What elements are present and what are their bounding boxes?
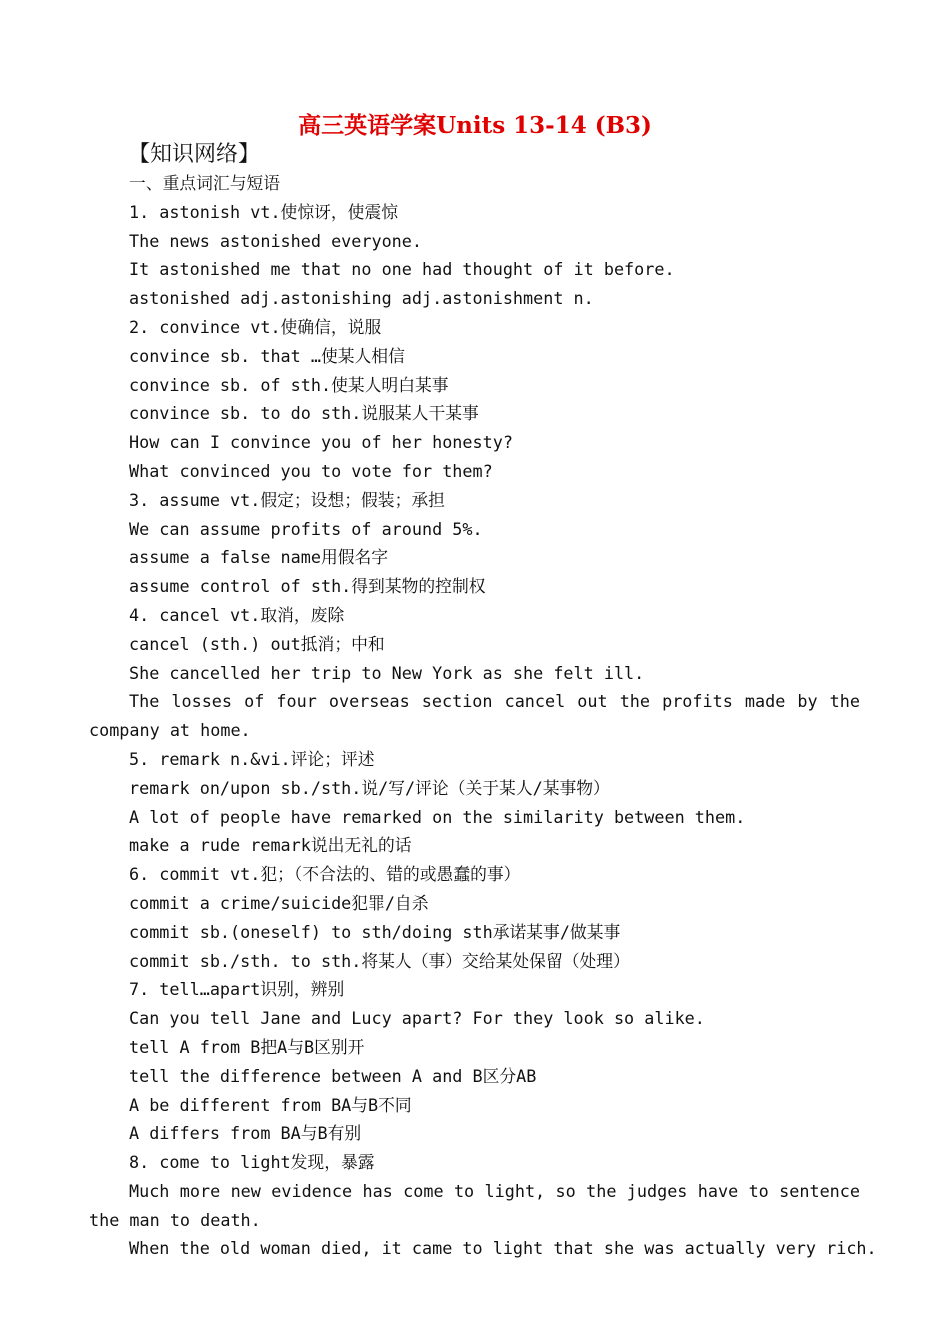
text-line: The losses of four overseas section cancel out the profits made by the bbox=[129, 691, 860, 712]
text-line: A lot of people have remarked on the similarity between them. bbox=[129, 806, 746, 827]
text-line: Much more new evidence has come to light, so the judges have to sentence bbox=[129, 1180, 860, 1201]
text-line: assume control of sth.得到某物的控制权 bbox=[129, 576, 486, 597]
content-lines bbox=[0, 169, 950, 1263]
text-line: commit a crime/suicide犯罪/自杀 bbox=[129, 892, 429, 913]
page-title: 高三英语学案Units 13-14 (B3) bbox=[298, 112, 652, 139]
text-line: tell the difference between A and B区分AB bbox=[129, 1065, 537, 1086]
text-line: commit sb.(oneself) to sth/doing sth承诺某事/做某事 bbox=[129, 921, 621, 942]
text-line: 4. cancel vt.取消，废除 bbox=[129, 604, 345, 625]
text-line: 3. assume vt.假定；设想；假装；承担 bbox=[129, 489, 445, 510]
text-line: convince sb. of sth.使某人明白某事 bbox=[129, 374, 449, 395]
text-line: How can I convince you of her honesty? bbox=[129, 432, 513, 453]
text-line: 6. commit vt.犯；（不合法的、错的或愚蠢的事） bbox=[129, 864, 521, 885]
text-line: astonished adj.astonishing adj.astonishment n. bbox=[129, 288, 594, 309]
text-line: the man to death. bbox=[89, 1209, 261, 1230]
text-line: She cancelled her trip to New York as she felt ill. bbox=[129, 662, 645, 683]
text-line: A be different from BA与B不同 bbox=[129, 1094, 412, 1115]
text-line: 一、重点词汇与短语 bbox=[129, 173, 281, 193]
text-line: company at home. bbox=[89, 720, 251, 741]
text-line: cancel (sth.) out抵消；中和 bbox=[129, 633, 385, 654]
text-line: make a rude remark说出无礼的话 bbox=[129, 835, 412, 856]
text-line: We can assume profits of around 5%. bbox=[129, 518, 483, 539]
text-line: 5. remark n.&vi.评论；评述 bbox=[129, 748, 375, 769]
text-line: tell A from B把A与B区别开 bbox=[129, 1036, 365, 1057]
text-line: remark on/upon sb./sth.说/写/评论（关于某人/某事物） bbox=[129, 777, 610, 798]
text-line: Can you tell Jane and Lucy apart? For they look so alike. bbox=[129, 1008, 705, 1029]
section-heading: 【知识网络】 bbox=[128, 142, 261, 167]
text-line: It astonished me that no one had thought of it before. bbox=[129, 259, 675, 280]
text-line: convince sb. that …使某人相信 bbox=[129, 345, 405, 366]
text-line: 2. convince vt.使确信，说服 bbox=[129, 316, 382, 337]
text-line: The news astonished everyone. bbox=[129, 230, 422, 251]
text-line: 7. tell…apart识别，辨别 bbox=[129, 979, 345, 1000]
text-line: What convinced you to vote for them? bbox=[129, 460, 493, 481]
text-line: 1. astonish vt.使惊讶，使震惊 bbox=[129, 201, 399, 222]
text-line: assume a false name用假名字 bbox=[129, 547, 389, 568]
text-line: commit sb./sth. to sth.将某人（事）交给某处保留（处理） bbox=[129, 950, 630, 971]
text-line: 8. come to light发现，暴露 bbox=[129, 1152, 375, 1173]
text-line: convince sb. to do sth.说服某人干某事 bbox=[129, 403, 479, 424]
text-line: When the old woman died, it came to light that she was actually very rich. bbox=[129, 1238, 877, 1259]
text-line: A differs from BA与B有别 bbox=[129, 1123, 362, 1144]
